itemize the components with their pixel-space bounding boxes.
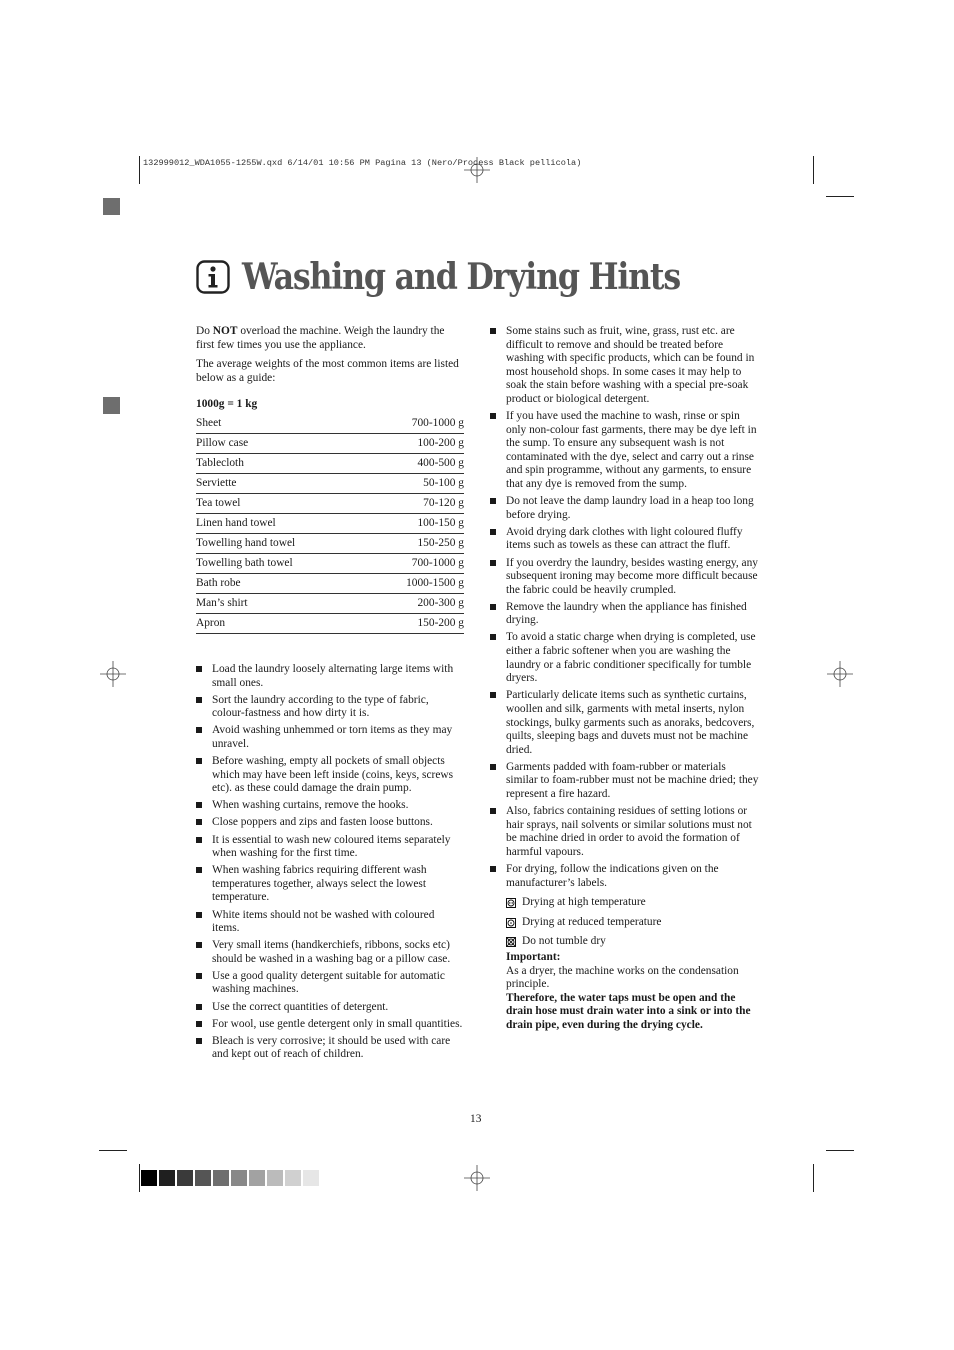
list-item: [490, 557, 760, 598]
color-swatch: [285, 1170, 301, 1186]
list-item: [196, 939, 464, 966]
drying-hints-list: [490, 325, 760, 890]
list-item-text: Very small items (handkerchiefs, ribbons, socks etc) should be washed in a washing bag or a pillow case.: [212, 939, 451, 965]
list-item: [196, 1035, 464, 1062]
crop-mark: [139, 1164, 140, 1192]
color-swatch: [195, 1170, 211, 1186]
tumble-dry-high-icon: [506, 898, 516, 908]
bullet-icon: [490, 328, 496, 334]
list-item-text: Load the laundry loosely alternating large items with small ones.: [212, 663, 454, 689]
color-swatch: [303, 1170, 319, 1186]
important-heading: Important:: [506, 950, 561, 963]
intro-text: overload the machine. Weigh the laundry the first few times you use the appliance.: [196, 325, 445, 351]
list-item: [490, 410, 760, 492]
list-item-text: Avoid washing unhemmed or torn items as they may unravel.: [212, 724, 453, 750]
weights-table: [196, 415, 464, 634]
weight-row: [196, 495, 464, 514]
list-item-text: If you overdry the laundry, besides wasting energy, any subsequent ironing may become more difficult because the fabric could be heavily crumpled.: [506, 556, 758, 596]
weight-value: 100-200 g: [417, 437, 464, 450]
crop-mark: [826, 196, 854, 197]
list-item: [196, 816, 464, 830]
weight-value: 150-250 g: [417, 537, 464, 550]
weight-row: [196, 535, 464, 554]
list-item: [490, 325, 760, 407]
registration-mark-icon: [464, 157, 490, 183]
list-item-text: Bleach is very corrosive; it should be used with care and kept out of reach of children.: [212, 1034, 451, 1061]
bullet-icon: [490, 604, 496, 610]
weight-row: [196, 435, 464, 454]
weight-row: [196, 415, 464, 434]
crop-mark: [813, 156, 814, 184]
list-item: [196, 864, 464, 905]
weight-item: Towelling hand towel: [196, 537, 296, 550]
list-item: [490, 689, 760, 757]
weight-value: 200-300 g: [417, 597, 464, 610]
list-item-text: Avoid drying dark clothes with light coloured fluffy items such as towels as these can attract the fluff.: [506, 525, 743, 552]
bullet-icon: [196, 942, 202, 948]
weight-row: [196, 615, 464, 634]
list-item: [196, 1001, 464, 1015]
weight-row: [196, 455, 464, 474]
info-icon: [196, 260, 230, 294]
color-calibration-bar: [141, 1170, 321, 1186]
symbol-high-temp: [490, 896, 760, 910]
important-text: As a dryer, the machine works on the condensation principle.: [506, 964, 739, 991]
list-item: [196, 834, 464, 861]
bullet-icon: [490, 498, 496, 504]
bullet-icon: [196, 697, 202, 703]
list-item: [196, 724, 464, 751]
weight-item: Man’s shirt: [196, 597, 248, 610]
bullet-icon: [196, 819, 202, 825]
weight-value: 70-120 g: [423, 497, 464, 510]
weight-value: 1000-1500 g: [406, 577, 464, 590]
bullet-icon: [490, 808, 496, 814]
weight-row: [196, 475, 464, 494]
registration-mark-icon: [464, 1165, 490, 1191]
weight-item: Tablecloth: [196, 457, 244, 470]
bullet-icon: [490, 560, 496, 566]
weight-value: 100-150 g: [417, 517, 464, 530]
list-item-text: Before washing, empty all pockets of small objects which may have been left inside (coins, keys, screws etc). as these could damage the drain pump.: [212, 755, 454, 795]
list-item-text: Do not leave the damp laundry load in a heap too long before drying.: [506, 495, 754, 521]
important-bold-text: Therefore, the water taps must be open and the drain hose must drain water into a sink or into the drain pipe, even during the drying cycle.: [506, 991, 751, 1031]
list-item-text: If you have used the machine to wash, rinse or spin only non-colour fast garments, there may be dye left in the sump. To ensure any subsequent wash is not contaminated with the dye, select and carry out a rinse and spin programme, without any garments, to ensure that any dye is removed from the sump.: [506, 410, 757, 491]
bullet-icon: [196, 912, 202, 918]
list-item: [490, 631, 760, 685]
bullet-icon: [490, 866, 496, 872]
bullet-icon: [490, 692, 496, 698]
weight-item: Bath robe: [196, 577, 241, 590]
list-item: [196, 970, 464, 997]
list-item: [196, 755, 464, 796]
washing-hints-list: [196, 663, 464, 1065]
weight-value: 700-1000 g: [411, 417, 464, 430]
bullet-icon: [490, 634, 496, 640]
list-item-text: Close poppers and zips and fasten loose buttons.: [212, 816, 433, 829]
list-item-text: Some stains such as fruit, wine, grass, rust etc. are difficult to remove and should be treated before washing with specific products, which can be found in most household shops. In some cases it may help to soak the stain before washing with a special pre-soak product or biological detergent.: [506, 325, 755, 405]
weight-item: Sheet: [196, 417, 222, 430]
list-item-text: Use the correct quantities of detergent.: [212, 1000, 389, 1013]
bullet-icon: [196, 727, 202, 733]
list-item: [490, 495, 760, 522]
symbol-label: Do not tumble dry: [522, 935, 606, 948]
list-item-text: When washing fabrics requiring different wash temperatures together, always select the lowest temperature.: [212, 864, 427, 904]
intro-paragraph-1: [196, 325, 464, 352]
list-item-text: When washing curtains, remove the hooks.: [212, 799, 409, 812]
crop-mark: [139, 156, 140, 184]
weight-value: 700-1000 g: [411, 557, 464, 570]
bullet-icon: [196, 1004, 202, 1010]
list-item-text: Sort the laundry according to the type of fabric, colour-fastness and how dirty it is.: [212, 693, 429, 720]
list-item: [490, 805, 760, 859]
list-item-text: Garments padded with foam-rubber or materials similar to foam-rubber must not be machine dried; they represent a fire hazard.: [506, 760, 759, 800]
color-swatch: [159, 1170, 175, 1186]
list-item-text: Particularly delicate items such as synthetic curtains, woollen and silk, garments with metal inserts, nylon stockings, bulky garments such as anoraks, bedcovers, quilts, sleeping bags and duvets must not be machine dried.: [506, 689, 755, 756]
registration-mark-icon: [100, 661, 126, 687]
symbol-label: Drying at reduced temperature: [522, 915, 662, 928]
list-item: [196, 799, 464, 813]
grey-square-marker: [103, 397, 120, 414]
printer-slug: 132999012_WDA1055-1255W.qxd 6/14/01 10:56 PM Pagina 13 (Nero/Process Black pellicola): [143, 158, 582, 168]
bullet-icon: [490, 413, 496, 419]
left-column: [196, 325, 464, 635]
bullet-icon: [196, 973, 202, 979]
right-column: [490, 325, 760, 1033]
weight-row: [196, 595, 464, 614]
list-item: [196, 663, 464, 690]
weight-item: Serviette: [196, 477, 237, 490]
weight-value: 150-200 g: [417, 617, 464, 630]
weight-item: Linen hand towel: [196, 517, 276, 530]
bullet-icon: [196, 666, 202, 672]
intro-emphasis: NOT: [212, 325, 238, 337]
weight-item: Pillow case: [196, 437, 249, 450]
list-item-text: It is essential to wash new coloured items separately when washing for the first time.: [212, 833, 451, 860]
weights-heading: 1000g = 1 kg: [196, 398, 258, 411]
important-section: [490, 951, 760, 1033]
list-item-text: To avoid a static charge when drying is completed, use either a fabric softener when you are washing the laundry or a fabric conditioner specifically for tumble dryers.: [506, 631, 756, 685]
weight-row: [196, 575, 464, 594]
page-heading: [196, 256, 740, 298]
color-swatch: [231, 1170, 247, 1186]
color-swatch: [177, 1170, 193, 1186]
list-item-text: For wool, use gentle detergent only in small quantities.: [212, 1017, 463, 1030]
crop-mark: [826, 1150, 854, 1151]
intro-text: Do: [196, 325, 213, 337]
color-swatch: [213, 1170, 229, 1186]
symbol-no-tumble: [490, 935, 760, 949]
bullet-icon: [196, 837, 202, 843]
symbol-label: Drying at high temperature: [522, 896, 646, 909]
symbol-low-temp: [490, 916, 760, 930]
page-number: 13: [470, 1113, 482, 1125]
list-item: [196, 909, 464, 936]
bullet-icon: [196, 1021, 202, 1027]
list-item-text: Use a good quality detergent suitable for automatic washing machines.: [212, 969, 445, 996]
bullet-icon: [196, 867, 202, 873]
list-item: [490, 601, 760, 628]
intro-paragraph-2: The average weights of the most common items are listed below as a guide:: [196, 358, 459, 384]
page-title: Washing and Drying Hints: [242, 256, 680, 298]
list-item: [490, 526, 760, 553]
list-item: [490, 761, 760, 802]
do-not-tumble-dry-icon: [506, 937, 516, 947]
weight-item: Apron: [196, 617, 226, 630]
list-item-text: White items should not be washed with coloured items.: [212, 908, 435, 935]
color-swatch: [141, 1170, 157, 1186]
crop-mark: [99, 1150, 127, 1151]
bullet-icon: [196, 1038, 202, 1044]
bullet-icon: [196, 802, 202, 808]
list-item: [490, 863, 760, 890]
list-item-text: Also, fabrics containing residues of setting lotions or hair sprays, nail solvents or similar solutions must not be machine dried in order to avoid the formation of harmful vapours.: [506, 805, 752, 858]
weight-value: 400-500 g: [417, 457, 464, 470]
weight-item: Tea towel: [196, 497, 241, 510]
weight-row: [196, 515, 464, 534]
crop-mark: [813, 1164, 814, 1192]
list-item: [196, 1018, 464, 1032]
tumble-dry-low-icon: [506, 918, 516, 928]
weight-row: [196, 555, 464, 574]
list-item-text: For drying, follow the indications given on the manufacturer’s labels.: [506, 862, 719, 889]
list-item-text: Remove the laundry when the appliance has finished drying.: [506, 600, 747, 627]
color-swatch: [267, 1170, 283, 1186]
list-item: [196, 694, 464, 721]
bullet-icon: [490, 529, 496, 535]
grey-square-marker: [103, 198, 120, 215]
color-swatch: [249, 1170, 265, 1186]
weight-item: Towelling bath towel: [196, 557, 293, 570]
bullet-icon: [490, 764, 496, 770]
weight-value: 50-100 g: [423, 477, 464, 490]
bullet-icon: [196, 758, 202, 764]
registration-mark-icon: [827, 661, 853, 687]
